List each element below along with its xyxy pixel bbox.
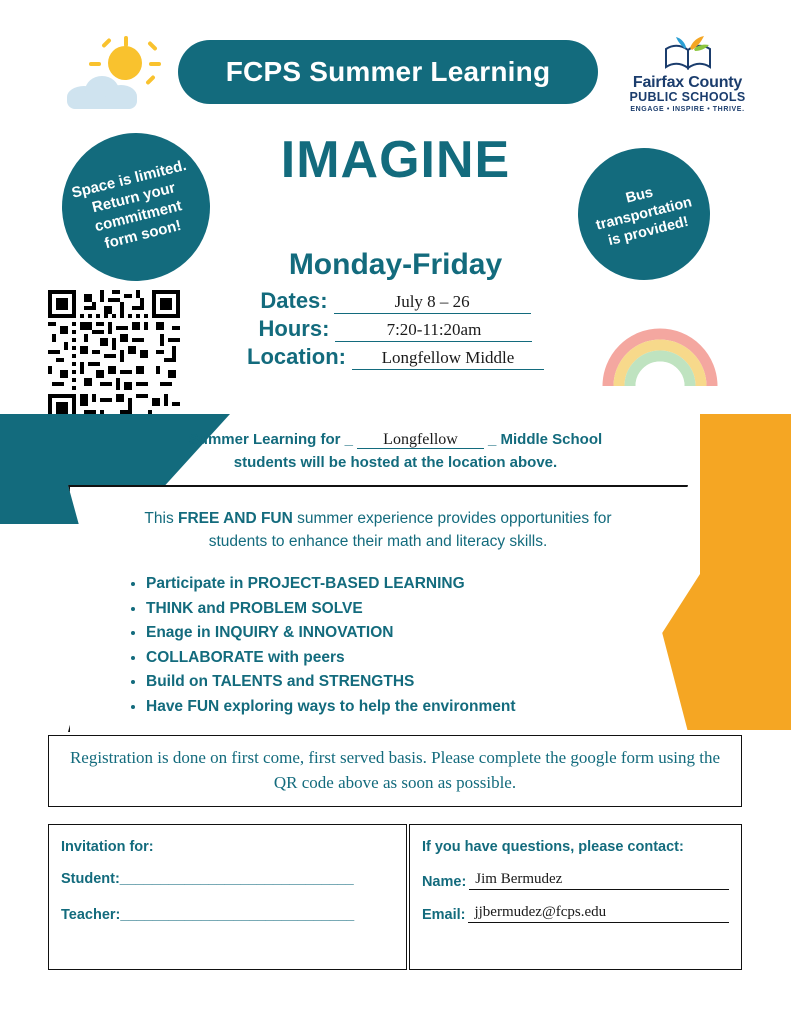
hosted-suffix: _ Middle School — [488, 431, 603, 448]
flyer-title-banner — [178, 40, 598, 104]
badge-space-limited-text: Space is limited. Return your commitment form soon! — [69, 156, 189, 253]
hours-value: 7:20-11:20am — [335, 320, 532, 342]
program-ribbon-content — [68, 485, 688, 732]
page-title: IMAGINE — [280, 131, 511, 189]
hosted-prefix: Summer Learning for _ — [188, 431, 353, 448]
program-intro-post: summer experience provides opportunities for students to enhance their math and literacy skills. — [208, 510, 612, 551]
registration-notice — [48, 735, 742, 807]
list-item: • Participate in PROJECT-BASED LEARNING — [146, 575, 648, 593]
contact-box — [409, 824, 742, 970]
bottom-section — [48, 824, 742, 970]
location-label: Location: — [247, 344, 346, 369]
header — [60, 34, 750, 114]
cloud-icon — [67, 76, 139, 106]
contact-name-value: Jim Bermudez — [469, 871, 729, 890]
contact-name-field[interactable] — [422, 871, 729, 890]
location-value: Longfellow Middle — [352, 348, 544, 370]
student-label: Student: — [61, 871, 120, 887]
contact-email-field[interactable] — [422, 904, 729, 923]
hours-label: Hours: — [258, 316, 330, 341]
list-item: • Have FUN exploring ways to help the environment — [146, 698, 648, 716]
fcps-logo-subname: PUBLIC SCHOOLS — [629, 90, 746, 105]
rainbow-icon — [600, 318, 720, 388]
teacher-label: Teacher: — [61, 907, 121, 923]
teacher-field[interactable] — [61, 907, 394, 923]
program-intro-pre: This — [144, 510, 178, 527]
list-item: • Build on TALENTS and STRENGTHS — [146, 673, 648, 691]
program-bullets — [128, 575, 648, 722]
student-value: _____________________________ — [119, 871, 354, 887]
hosted-statement — [0, 428, 791, 475]
contact-name-label: Name: — [421, 874, 467, 890]
fcps-logo-tagline: ENGAGE • INSPIRE • THRIVE. — [630, 106, 745, 114]
hosted-school: Longfellow — [357, 431, 484, 449]
sun-icon — [108, 46, 142, 80]
contact-email-label: Email: — [421, 907, 466, 923]
flyer-title: FCPS Summer Learning — [225, 56, 551, 87]
contact-heading: If you have questions, please contact: — [421, 839, 684, 855]
schedule-dates-row — [0, 288, 791, 314]
badge-bus-transportation-text: Bus transportation is provided! — [594, 184, 694, 250]
dates-label: Dates: — [260, 288, 328, 313]
list-item: • COLLABORATE with peers — [146, 649, 648, 667]
student-field[interactable] — [61, 871, 394, 887]
fcps-logo — [625, 34, 750, 116]
schedule-days: Monday-Friday — [288, 248, 503, 281]
contact-email-value: jjbermudez@fcps.edu — [468, 904, 729, 923]
list-item: • Enage in INQUIRY & INNOVATION — [146, 624, 648, 642]
hosted-line2: students will be hosted at the location above. — [233, 454, 558, 471]
program-intro — [128, 507, 628, 554]
fcps-logo-icon — [660, 34, 716, 74]
registration-text: Registration is done on first come, first served basis. Please complete the google form using the QR code above as soon as possible. — [69, 748, 721, 792]
fcps-logo-name: Fairfax County — [632, 74, 743, 91]
sun-cloud-icon — [65, 36, 175, 114]
program-intro-highlight: FREE AND FUN — [178, 510, 293, 527]
invitation-heading: Invitation for: — [61, 839, 154, 855]
invitation-box — [48, 824, 407, 970]
teacher-value: _____________________________ — [120, 907, 355, 923]
list-item: • THINK and PROBLEM SOLVE — [146, 600, 648, 618]
dates-value: July 8 – 26 — [334, 292, 531, 314]
